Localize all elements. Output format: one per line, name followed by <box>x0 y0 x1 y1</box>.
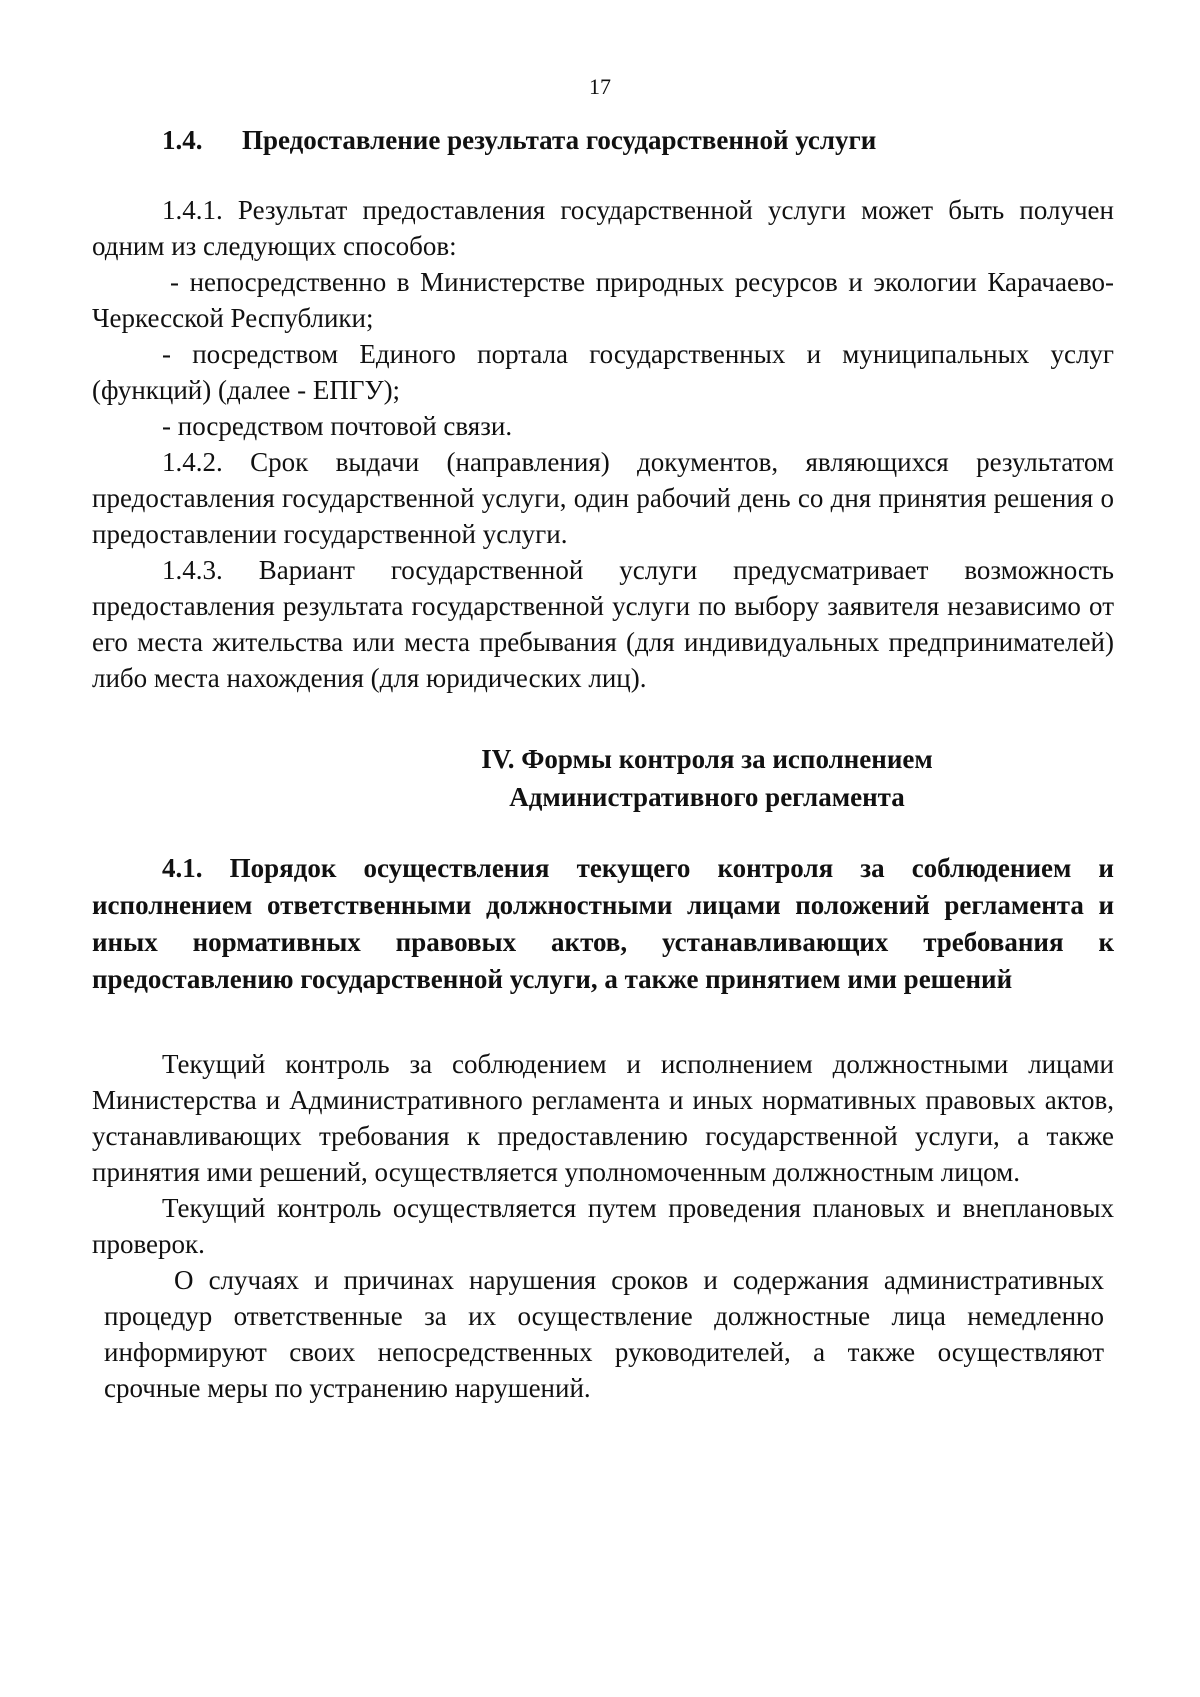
paragraph-current-control: Текущий контроль за соблюдением и исполнением должностными лицами Министерства и Административного регламента и иных нормативных правовых актов, устанавливающих требования к предоставлению государственной услуги, а также принятия ими решений, осуществляется уполномоченным должностным лицом. <box>92 1049 1114 1187</box>
chapter-iv-title-line-1: IV. Формы контроля за исполнением <box>481 744 933 774</box>
section-4-1-heading: 4.1. Порядок осуществления текущего контроля за соблюдением и исполнением ответственными должностными лицами положений регламента и иных нормативных правовых актов, устанавливающих требования к предоставлению государственной услуги, а также принятием ими решений <box>92 853 1114 994</box>
paragraph-violations: О случаях и причинах нарушения сроков и содержания административных процедур ответственные за их осуществление должностные лица немедленно информируют своих непосредственных руководителей, а также осуществляют срочные меры по устранению нарушений. <box>104 1265 1104 1403</box>
chapter-iv-title <box>92 740 1114 816</box>
chapter-iv-title-line-2: Административного регламента <box>509 782 905 812</box>
paragraph-1-4-1: 1.4.1. Результат предоставления государственной услуги может быть получен одним из следующих способов: <box>92 195 1114 261</box>
page-number: 17 <box>589 74 611 99</box>
section-1-4-heading <box>92 122 1114 158</box>
bullet-epgu: - посредством Единого портала государственных и муниципальных услуг (функций) (далее - ЕПГУ); <box>92 339 1114 405</box>
paragraph-1-4-2: 1.4.2. Срок выдачи (направления) документов, являющихся результатом предоставления государственной услуги, один рабочий день со дня принятия решения о предоставлении государственной услуги. <box>92 447 1114 549</box>
section-1-4-number: 1.4. <box>162 125 203 155</box>
violations-block <box>92 1262 1114 1406</box>
section-1-4-title: Предоставление результата государственной услуги <box>242 125 877 155</box>
bullet-ministry: - непосредственно в Министерстве природных ресурсов и экологии Карачаево-Черкесской Республики; <box>92 267 1114 333</box>
paragraph-inspections: Текущий контроль осуществляется путем проведения плановых и внеплановых проверок. <box>92 1193 1114 1259</box>
bullet-post: - посредством почтовой связи. <box>162 411 513 441</box>
paragraph-1-4-3: 1.4.3. Вариант государственной услуги предусматривает возможность предоставления результата государственной услуги по выбору заявителя независимо от его места жительства или места пребывания (для индивидуальных предпринимателей) либо места нахождения (для юридических лиц). <box>92 555 1114 693</box>
document-body <box>92 122 1114 1406</box>
